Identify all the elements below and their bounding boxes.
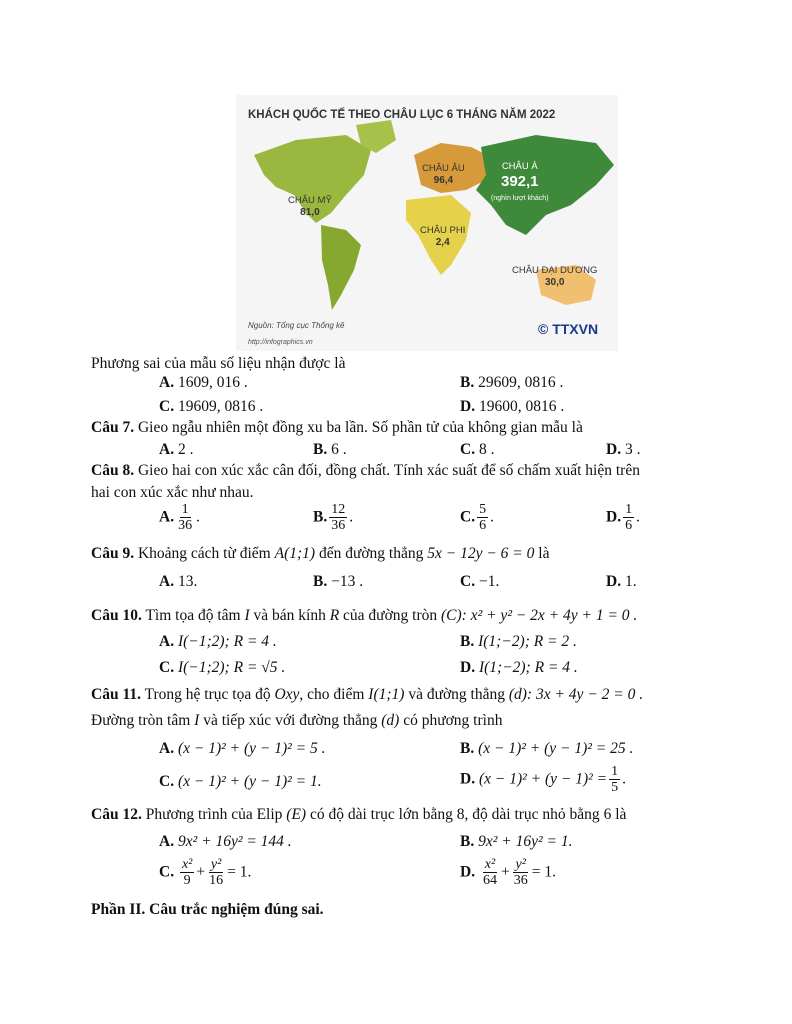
variance-option-a: A. 1609, 016 . xyxy=(159,374,248,391)
source-url: http://infographics.vn xyxy=(248,339,313,346)
q8-stem-line2: hai con xúc xắc như nhau. xyxy=(91,484,254,501)
label-america: CHÂU MỸ 81,0 xyxy=(288,195,332,218)
q9-option-d: D. 1. xyxy=(606,573,637,590)
variance-option-d: D. 19600, 0816 . xyxy=(460,398,565,415)
q12-option-d: D. $\frac{\text{x²}}{64}$ + $\frac{\text{y²}}{36}$ = 1. xyxy=(460,857,556,889)
q8-option-d: D. $\frac{1}{6}$ . xyxy=(606,502,640,534)
variance-option-b: B. 29609, 0816 . xyxy=(460,374,564,391)
q7-option-c: C. 8 . xyxy=(460,441,495,458)
q11-option-c: C. (x − 1)² + (y − 1)² = 1. xyxy=(159,773,322,790)
q11-option-d: D. (x − 1)² + (y − 1)² = $\frac{1}{5}$ . xyxy=(460,764,626,796)
variance-option-c: C. 19609, 0816 . xyxy=(159,398,264,415)
label-asia: CHÂU Á 392,1 (nghìn lượt khách) xyxy=(491,161,549,202)
q12-option-a: A. 9x² + 16y² = 144 . xyxy=(159,833,292,850)
ttxvn-logo: © TTXVN xyxy=(538,321,599,337)
q10-option-a: A. I(−1;2); R = 4 . xyxy=(159,633,277,650)
q9-option-c: C. −1. xyxy=(460,573,500,590)
q12-option-b: B. 9x² + 16y² = 1. xyxy=(460,833,573,850)
q7-option-b: B. 6 . xyxy=(313,441,347,458)
q8-option-c: C. $\frac{5}{6}$ . xyxy=(460,502,494,534)
q11-option-a: A. (x − 1)² + (y − 1)² = 5 . xyxy=(159,740,326,757)
q8-option-b: B. $\frac{12}{36}$ . xyxy=(313,502,354,534)
variance-stem: Phương sai của mẫu số liệu nhận được là xyxy=(91,355,346,372)
south-america-shape xyxy=(321,225,361,310)
q11-stem-line2: Đường tròn tâm I và tiếp xúc với đường thẳng (d) có phương trình xyxy=(91,712,503,729)
q10-stem: Câu 10. Tìm tọa độ tâm I và bán kính R của đường tròn (C): x² + y² − 2x + 4y + 1 = 0 . xyxy=(91,607,638,624)
infographic-map xyxy=(236,95,618,351)
label-oceania: CHÂU ĐẠI DƯƠNG 30,0 xyxy=(512,265,598,288)
world-map xyxy=(236,95,618,351)
q7-option-a: A. 2 . xyxy=(159,441,194,458)
q9-stem: Câu 9. Khoảng cách từ điểm A(1;1) đến đường thẳng 5x − 12y − 6 = 0 là xyxy=(91,545,550,562)
infographic-title: KHÁCH QUỐC TẾ THEO CHÂU LỤC 6 THÁNG NĂM 2022 xyxy=(248,109,556,121)
q11-stem-line1: Câu 11. Trong hệ trục tọa độ Oxy, cho điểm I(1;1) và đường thẳng (d): 3x + 4y − 2 = 0 . xyxy=(91,686,644,703)
q10-option-c: C. I(−1;2); R = √5 . xyxy=(159,659,286,676)
q8-stem-line1: Câu 8. Gieo hai con xúc xắc cân đối, đồng chất. Tính xác suất để số chấm xuất hiện trên xyxy=(91,462,640,479)
label-africa: CHÂU PHI 2,4 xyxy=(420,225,466,248)
q12-option-c: C. $\frac{\text{x²}}{9}$ + $\frac{\text{y²}}{16}$ = 1. xyxy=(159,857,252,889)
source-text: Nguồn: Tổng cục Thống kê xyxy=(248,321,345,330)
q9-option-a: A. 13. xyxy=(159,573,198,590)
q10-option-b: B. I(1;−2); R = 2 . xyxy=(460,633,577,650)
part2-heading: Phần II. Câu trắc nghiệm đúng sai. xyxy=(91,901,324,918)
label-europe: CHÂU ÂU 96,4 xyxy=(422,163,465,186)
q10-option-d: D. I(1;−2); R = 4 . xyxy=(460,659,578,676)
q11-option-b: B. (x − 1)² + (y − 1)² = 25 . xyxy=(460,740,634,757)
q12-stem: Câu 12. Phương trình của Elip (E) có độ dài trục lớn bằng 8, độ dài trục nhỏ bằng 6 là xyxy=(91,806,627,823)
q8-option-a: A. $\frac{1}{36}$ . xyxy=(159,502,200,534)
q7-option-d: D. 3 . xyxy=(606,441,641,458)
q7-stem: Câu 7. Gieo ngẫu nhiên một đồng xu ba lần. Số phần tử của không gian mẫu là xyxy=(91,419,583,436)
q9-option-b: B. −13 . xyxy=(313,573,364,590)
